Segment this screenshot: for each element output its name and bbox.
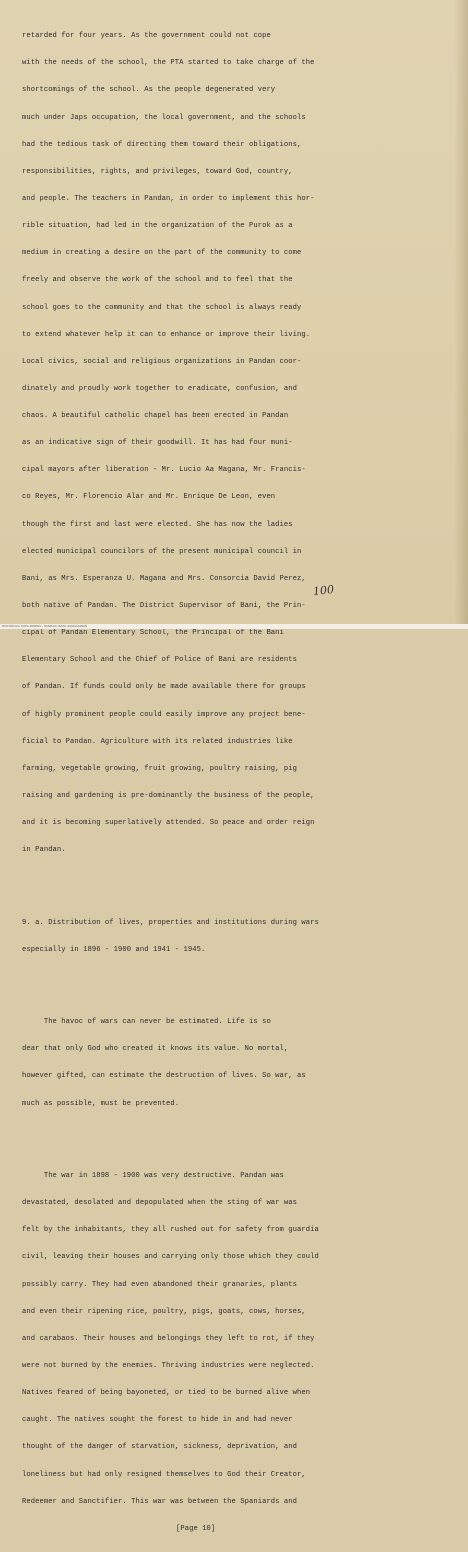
text-line: and carabaos. Their houses and belongings they left to rot, if they (22, 1334, 315, 1343)
text-line: ficial to Pandan. Agriculture with its related industries like (22, 737, 293, 746)
text-line: cipal mayors after liberation - Mr. Lucio Aa Magana, Mr. Francis- (22, 466, 306, 475)
text-line: medium in creating a desire on the part of the community to come (22, 249, 302, 258)
text-line: Redeemer and Sanctifier. This war was between the Spaniards and (22, 1497, 297, 1506)
text-line: of Pandan. If funds could only be made available there for groups (22, 683, 306, 692)
paragraph-gap (22, 883, 454, 892)
text-line: and it is becoming superlatively attended. So peace and order reign (22, 819, 315, 828)
text-line: civil, leaving their houses and carrying only those which they could (22, 1253, 319, 1262)
text-line: caught. The natives sought the forest to hide in and had never (22, 1416, 293, 1425)
text-line: with the needs of the school, the PTA started to take charge of the (22, 59, 315, 68)
text-line: The war in 1898 - 1900 was very destructive. Pandan was (22, 1172, 284, 1180)
text-line: farming, vegetable growing, fruit growing, poultry raising, pig (22, 764, 297, 773)
text-line: though the first and last were elected. She has now the ladies (22, 520, 293, 529)
text-line: had the tedious task of directing them toward their obligations, (22, 140, 302, 149)
paragraph-gap (22, 1136, 454, 1145)
text-line: raising and gardening is pre-dominantly the business of the people, (22, 792, 315, 801)
text-line: Bani, as Mrs. Esperanza U. Magana and Mrs. Consorcia David Perez, (22, 574, 306, 583)
text-line: school goes to the community and that the school is always ready (22, 303, 302, 312)
text-line: both native of Pandan. The District Supervisor of Bani, the Prin- (22, 602, 306, 611)
section-heading: 9. a. Distribution of lives, properties and institutions during wars (22, 918, 319, 927)
text-line: retarded for four years. As the government could not cope (22, 32, 271, 41)
text-line: responsibilities, rights, and privileges, toward God, country, (22, 167, 293, 176)
text-line: felt by the inhabitants, they all rushed out for safety from guardia (22, 1226, 319, 1235)
text-line: freely and observe the work of the school and to feel that the (22, 276, 293, 285)
text-line: dinately and proudly work together to eradicate, confusion, and (22, 384, 297, 393)
text-line: of highly prominent people could easily improve any project bene- (22, 710, 306, 719)
handwritten-page-number: 100 (312, 582, 335, 599)
text-line: as an indicative sign of their goodwill. It has had four muni- (22, 439, 293, 448)
text-line: and even their ripening rice, poultry, pigs, goats, cows, horses, (22, 1307, 306, 1316)
text-line: dear that only God who created it knows its value. No mortal, (22, 1045, 289, 1054)
text-line: much as possible, must be prevented. (22, 1099, 180, 1108)
text-line: loneliness but had only resigned themselves to God their Creator, (22, 1470, 306, 1479)
text-line: The havoc of wars can never be estimated. Life is so (22, 1018, 271, 1027)
text-line: devastated, desolated and depopulated when the sting of war was (22, 1199, 297, 1208)
text-line: shortcomings of the school. As the people degenerated very (22, 86, 276, 95)
text-line: elected municipal councilors of the present municipal council in (22, 547, 302, 556)
text-line: and people. The teachers in Pandan, in order to implement this hor- (22, 194, 315, 203)
text-line: thought of the danger of starvation, sickness, deprivation, and (22, 1443, 297, 1452)
page-edge-shadow (454, 0, 468, 629)
text-line: Local civics, social and religious organizations in Pandan coor- (22, 357, 302, 366)
paragraph-gap (22, 982, 454, 991)
footer-strip (0, 624, 468, 629)
text-line: chaos. A beautiful catholic chapel has been erected in Pandan (22, 412, 289, 421)
text-line: in Pandan. (22, 846, 66, 855)
section-heading: especially in 1896 - 1900 and 1941 - 1945. (22, 945, 206, 954)
text-line: to extend whatever help it can to enhance or improve their living. (22, 330, 311, 339)
text-line: rible situation, had led in the organization of the Purok as a (22, 222, 293, 231)
footer-text: HISTORICAL DATA PAPERS - PANDAN, BANI, PANGASINAN (2, 624, 88, 628)
text-line: however gifted, can estimate the destruction of lives. So war, as (22, 1072, 306, 1081)
text-line: possibly carry. They had even abandoned their granaries, plants (22, 1280, 297, 1289)
typewritten-text (22, 14, 454, 1552)
text-line: much under Japs occupation, the local government, and the schools (22, 113, 306, 122)
text-line: were not burned by the enemies. Thriving industries were neglected. (22, 1361, 315, 1370)
text-line: co Reyes, Mr. Florencio Alar and Mr. Enrique De Leon, even (22, 493, 276, 502)
text-line: Natives feared of being bayoneted, or tied to be burned alive when (22, 1389, 311, 1398)
text-line: Elementary School and the Chief of Police of Bani are residents (22, 656, 297, 665)
page-label: [Page 10] (176, 1524, 216, 1533)
text-line: cipal of Pandan Elementary School, the Principal of the Bani (22, 629, 284, 638)
